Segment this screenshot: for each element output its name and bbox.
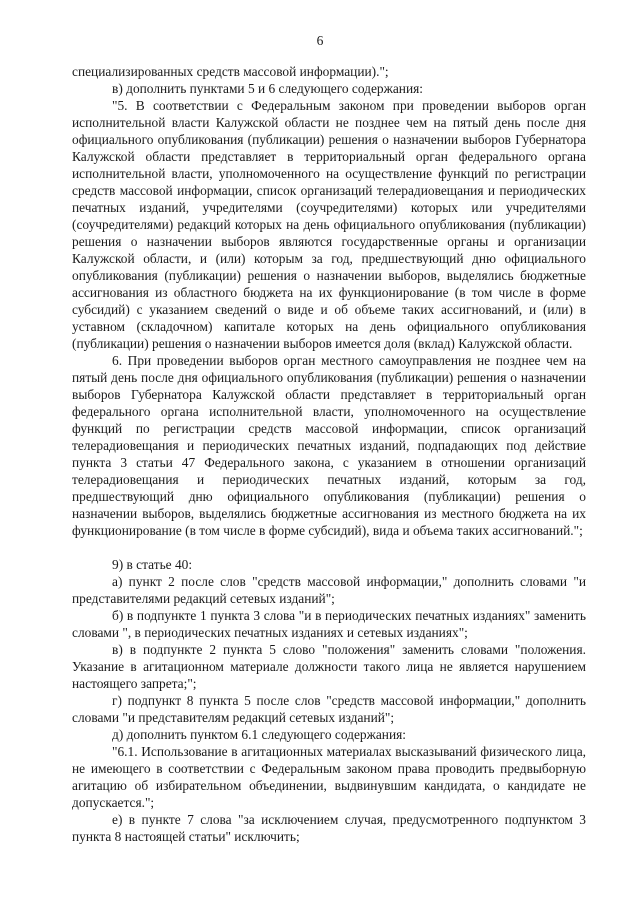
paragraph-subitem-d: д) дополнить пунктом 6.1 следующего содержания: [112, 727, 406, 742]
paragraph-article-40: 9) в статье 40: [112, 557, 193, 572]
paragraph-subitem-v: в) в подпункте 2 пункта 5 слово "положения" заменить словами "положения. Указание в агитационном материале должности такого лица не является нарушением настоящего запрета;"; [72, 642, 586, 691]
paragraph-item-6-1: "6.1. Использование в агитационных материалах высказываний физического лица, не имеющего в соответствии с Федеральным законом права проводить предвыборную агитацию об избирательном объединении, выдвинувшим кандидата, о кандидате не допускается."; [72, 744, 586, 810]
paragraph-item-5: "5. В соответствии с Федеральным законом при проведении выборов орган исполнительной власти Калужской области не позднее чем на пятый день после дня официального опубликования (публикации) решения о назначении выборов Губернатора Калужской области представляет в территориальный орган федерального органа исполнительной власти, уполномоченного на осуществление функций по регистрации средств массовой информации, список организаций телерадиовещания и периодических печатных изданий, учредителями (соучредителями) которых или учредителями (соучредителями) редакций которых на день официального опубликования (публикации) решения о назначении выборов являются государственные органы и организации Калужской области, и (или) которым за год, предшествующий дню официального опубликования (публикации) решения о назначении выборов, выделялись бюджетные ассигнования из областного бюджета на их функционирование (в том числе в форме субсидий) с указанием сведений о виде и об объеме таких ассигнований, и (или) в уставном (складочном) капитале которых на день официального опубликования (публикации) решения о назначении выборов имеется доля (вклад) Калужской области. [72, 98, 586, 351]
document-body [72, 63, 586, 845]
paragraph-item-6: 6. При проведении выборов орган местного самоуправления не позднее чем на пятый день после дня официального опубликования (публикации) решения о назначении выборов Губернатора Калужской области представляет в территориальный орган федерального органа исполнительной власти, уполномоченного на осуществление функций по регистрации средств массовой информации, список организаций телерадиовещания и периодических печатных изданий, подпадающих под действие пункта 3 статьи 47 Федерального закона, с указанием в отношении организаций телерадиовещания и периодических печатных изданий, которым за год, предшествующий дню официального опубликования (публикации) решения о назначении выборов, выделялись бюджетные ассигнования из местного бюджета на их функционирование (в том числе в форме субсидий), вида и объема таких ассигнований."; [72, 353, 586, 538]
paragraph-continuation: специализированных средств массовой информации)."; [72, 64, 389, 79]
paragraph-subitem-e: е) в пункте 7 слова "за исключением случая, предусмотренного подпунктом 3 пункта 8 настоящей статьи" исключить; [72, 812, 586, 844]
paragraph-subitem-a: а) пункт 2 после слов "средств массовой информации," дополнить словами "и представителями редакций сетевых изданий"; [72, 574, 586, 606]
page-number: 6 [316, 33, 324, 48]
paragraph-amendment-v: в) дополнить пунктами 5 и 6 следующего содержания: [112, 81, 424, 96]
paragraph-subitem-g: г) подпункт 8 пункта 5 после слов "средств массовой информации," дополнить словами "и представителям редакций сетевых изданий"; [72, 693, 586, 725]
section-gap [72, 539, 586, 556]
paragraph-subitem-b: б) в подпункте 1 пункта 3 слова "и в периодических печатных изданиях" заменить словами ", в периодических печатных изданиях и сетевых изданиях"; [72, 608, 586, 640]
